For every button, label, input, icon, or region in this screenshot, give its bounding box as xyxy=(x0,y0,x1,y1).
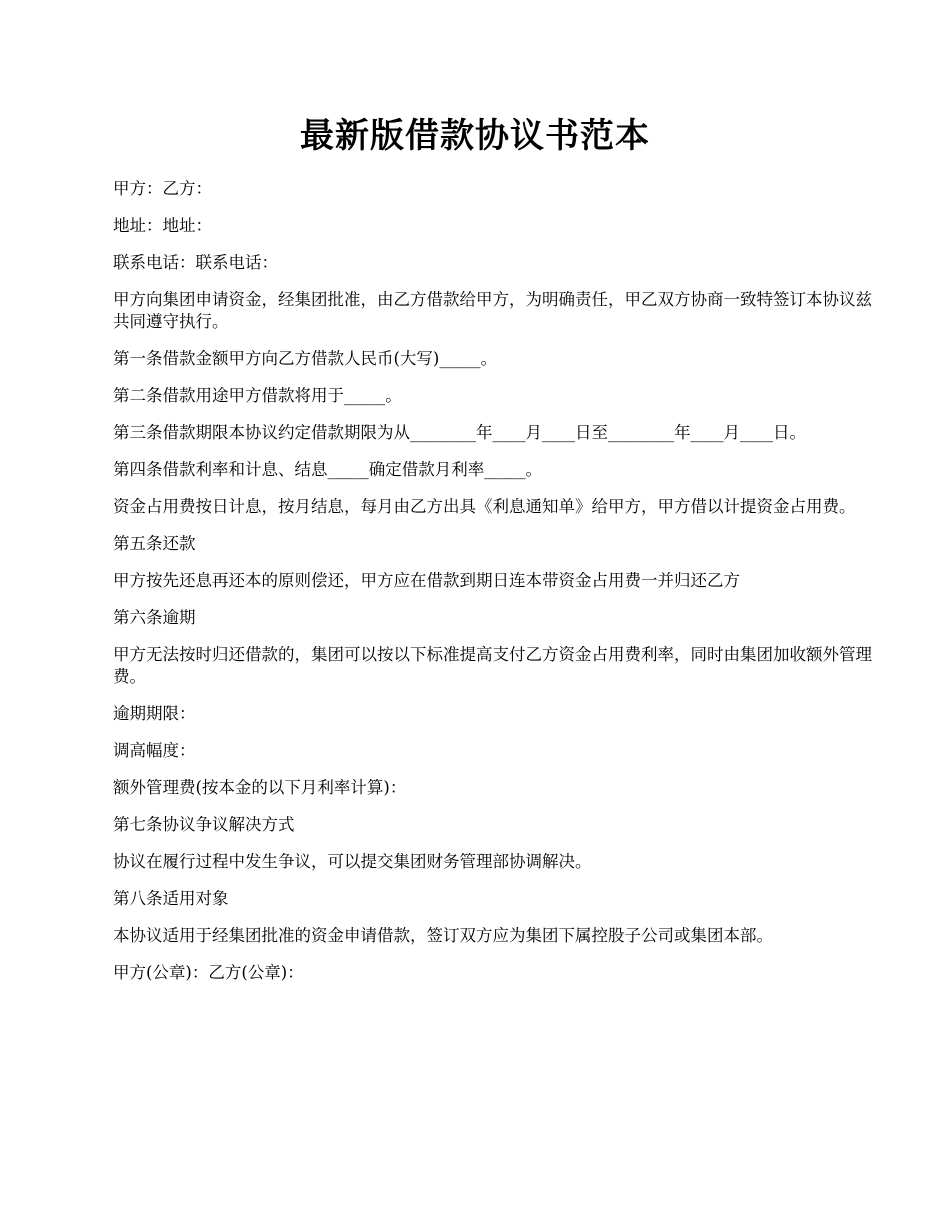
article-7-heading: 第七条协议争议解决方式 xyxy=(113,815,295,834)
article-3-term: 第三条借款期限本协议约定借款期限为从________年____月____日至________年____月____日。 xyxy=(113,423,806,442)
overdue-period-line: 逾期期限： xyxy=(113,704,196,723)
article-4-interest: 第四条借款利率和计息、结息_____确定借款月利率_____。 xyxy=(113,460,542,479)
overdue-paragraph: 甲方无法按时归还借款的，集团可以按以下标准提高支付乙方资金占用费利率，同时由集团加收额外管理费。 xyxy=(113,645,872,686)
rate-increase-line: 调高幅度： xyxy=(113,741,196,760)
dispute-paragraph: 协议在履行过程中发生争议，可以提交集团财务管理部协调解决。 xyxy=(113,852,592,871)
document-title: 最新版借款协议书范本 xyxy=(300,116,650,156)
interest-calculation-paragraph: 资金占用费按日计息，按月结息，每月由乙方出具《利息通知单》给甲方，甲方借以计提资金占用费。 xyxy=(113,497,856,516)
party-names-line: 甲方：乙方： xyxy=(113,179,212,198)
repayment-paragraph: 甲方按先还息再还本的原则偿还，甲方应在借款到期日连本带资金占用费一并归还乙方 xyxy=(113,571,740,590)
article-6-heading: 第六条逾期 xyxy=(113,608,196,627)
scope-paragraph: 本协议适用于经集团批准的资金申请借款，签订双方应为集团下属控股子公司或集团本部。 xyxy=(113,926,773,945)
article-2-purpose: 第二条借款用途甲方借款将用于_____。 xyxy=(113,386,402,405)
preamble-paragraph: 甲方向集团申请资金，经集团批准，由乙方借款给甲方，为明确责任，甲乙双方协商一致特签订本协议兹共同遵守执行。 xyxy=(113,290,872,331)
phone-line: 联系电话：联系电话： xyxy=(113,253,278,272)
address-line: 地址：地址： xyxy=(113,216,212,235)
seal-line: 甲方(公章)：乙方(公章)： xyxy=(113,963,304,982)
extra-fee-line: 额外管理费(按本金的以下月利率计算)： xyxy=(113,778,407,797)
article-1-amount: 第一条借款金额甲方向乙方借款人民币(大写)_____。 xyxy=(113,349,498,368)
article-8-heading: 第八条适用对象 xyxy=(113,889,229,908)
article-5-heading: 第五条还款 xyxy=(113,534,196,553)
document-body xyxy=(113,178,873,999)
